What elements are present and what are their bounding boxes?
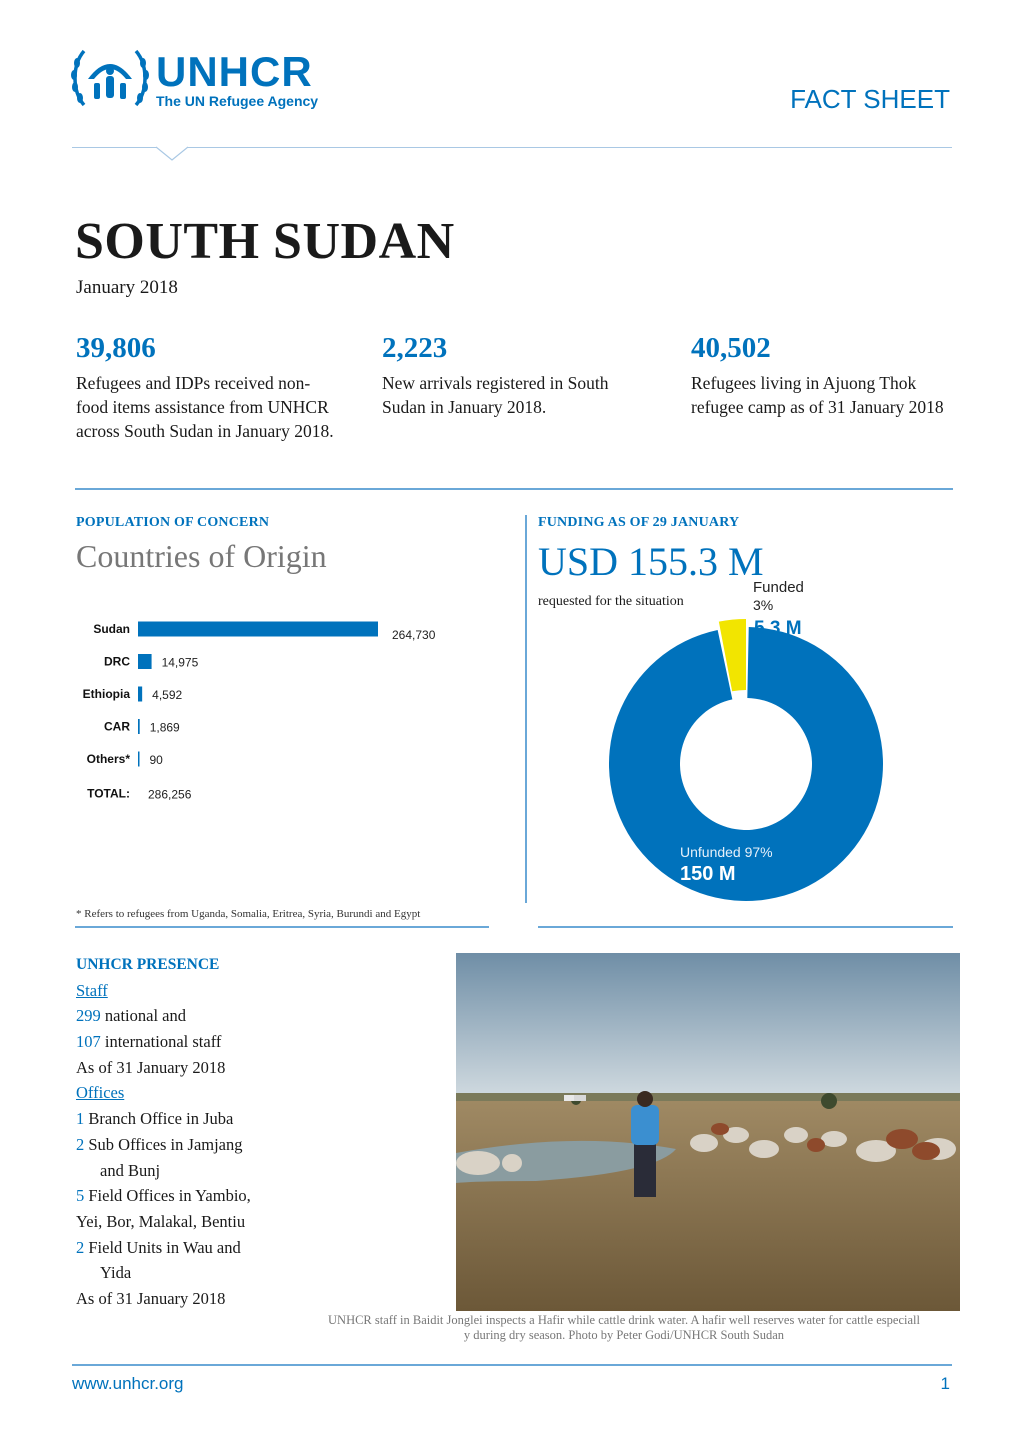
kpi-value: 39,806	[76, 332, 156, 364]
funding-section-label: FUNDING AS OF 29 JANUARY	[538, 515, 740, 530]
kpi-value: 2,223	[382, 332, 448, 364]
funded-label: Funded	[753, 579, 804, 596]
section-divider	[538, 926, 953, 928]
chart-footnote: * Refers to refugees from Uganda, Somalia, Eritrea, Syria, Burundi and Egypt	[76, 908, 421, 920]
kpi-value: 40,502	[691, 332, 771, 364]
kpi-text: New arrivals registered in South Sudan in January 2018.	[382, 373, 609, 417]
national-staff: 299 national and	[76, 1006, 186, 1026]
bar-value-label: 14,975	[161, 655, 199, 670]
branch-office: 1 Branch Office in Juba	[76, 1109, 234, 1129]
field-offices-cont: Yei, Bor, Malakal, Bentiu	[76, 1211, 246, 1231]
staff-asof: As of 31 January 2018	[76, 1057, 226, 1077]
bar-drc	[138, 654, 152, 669]
page-date: January 2018	[76, 277, 178, 298]
photo-caption: UNHCR staff in Baidit Jonglei inspects a Hafir while cattle drink water. A hafir well reserves water for cattle especiall y during dry season. Photo by Peter Godi/UNHCR South Sudan	[328, 1313, 920, 1342]
kpi-nfi	[76, 331, 366, 443]
field-photo	[456, 953, 960, 1311]
sub-offices: 2 Sub Offices in Jamjang	[76, 1134, 243, 1154]
field-offices: 5 Field Offices in Yambio,	[76, 1186, 251, 1206]
unhcr-logo-icon	[70, 45, 150, 111]
offices-heading: Offices	[76, 1083, 125, 1103]
funding-amount: USD 155.3 M	[538, 539, 764, 584]
bar-value-label: 4,592	[152, 688, 183, 702]
footer-divider	[72, 1364, 952, 1366]
presence-section-label: UNHCR PRESENCE	[76, 956, 220, 973]
brand-name: UNHCR	[156, 48, 313, 95]
origin-bar-chart	[75, 610, 475, 810]
bar-value-label: 264,730	[392, 628, 436, 642]
bar-car	[138, 719, 140, 734]
funded-amount: 5.3 M	[754, 618, 802, 639]
bar-sudan	[138, 622, 378, 637]
funded-percent: 3%	[753, 597, 774, 613]
field-units-cont: Yida	[100, 1263, 132, 1283]
sub-offices-cont: and Bunj	[100, 1160, 161, 1180]
unfunded-label: Unfunded 97%	[680, 844, 773, 860]
kpi-text: Refugees and IDPs received non- food items assistance from UNHCR across South Sudan in January 2018.	[76, 373, 334, 441]
funding-requested-text: requested for the situation	[538, 594, 684, 609]
total-value: 286,256	[148, 787, 192, 802]
doc-type-label: FACT SHEET	[790, 84, 950, 114]
section-divider	[75, 488, 953, 490]
kpi-new-arrivals	[382, 331, 672, 419]
international-staff: 107 international staff	[76, 1032, 222, 1052]
kpi-text: Refugees living in Ajuong Thok refugee camp as of 31 January 2018	[691, 373, 944, 417]
total-label: TOTAL:	[87, 786, 130, 801]
population-section-label: POPULATION OF CONCERN	[76, 515, 270, 530]
bar-value-label: 1,869	[149, 720, 180, 735]
bar-category-label: DRC	[104, 654, 130, 669]
funding-donut-chart	[600, 578, 900, 908]
page-number: 1	[940, 1374, 950, 1393]
section-divider	[75, 926, 489, 928]
brand-tagline: The UN Refugee Agency	[156, 93, 319, 109]
bar-category-label: CAR	[104, 719, 130, 734]
presence-section	[76, 952, 336, 1312]
page-title: SOUTH SUDAN	[75, 213, 455, 270]
bar-others	[138, 752, 140, 767]
unfunded-amount: 150 M	[680, 863, 736, 885]
column-divider	[525, 515, 527, 903]
staff-heading: Staff	[76, 980, 108, 1000]
bar-category-label: Sudan	[93, 622, 130, 636]
kpi-camp-population	[691, 331, 981, 419]
bar-value-label: 90	[149, 753, 163, 767]
offices-asof: As of 31 January 2018	[76, 1288, 226, 1308]
header-divider	[72, 147, 952, 148]
chart-title: Countries of Origin	[76, 538, 327, 574]
bar-category-label: Others*	[86, 752, 130, 766]
field-units: 2 Field Units in Wau and	[76, 1237, 241, 1257]
bar-category-label: Ethiopia	[82, 687, 130, 701]
footer-url-link[interactable]: www.unhcr.org	[72, 1374, 184, 1393]
header-notch-icon	[156, 146, 188, 162]
bar-ethiopia	[138, 687, 142, 702]
